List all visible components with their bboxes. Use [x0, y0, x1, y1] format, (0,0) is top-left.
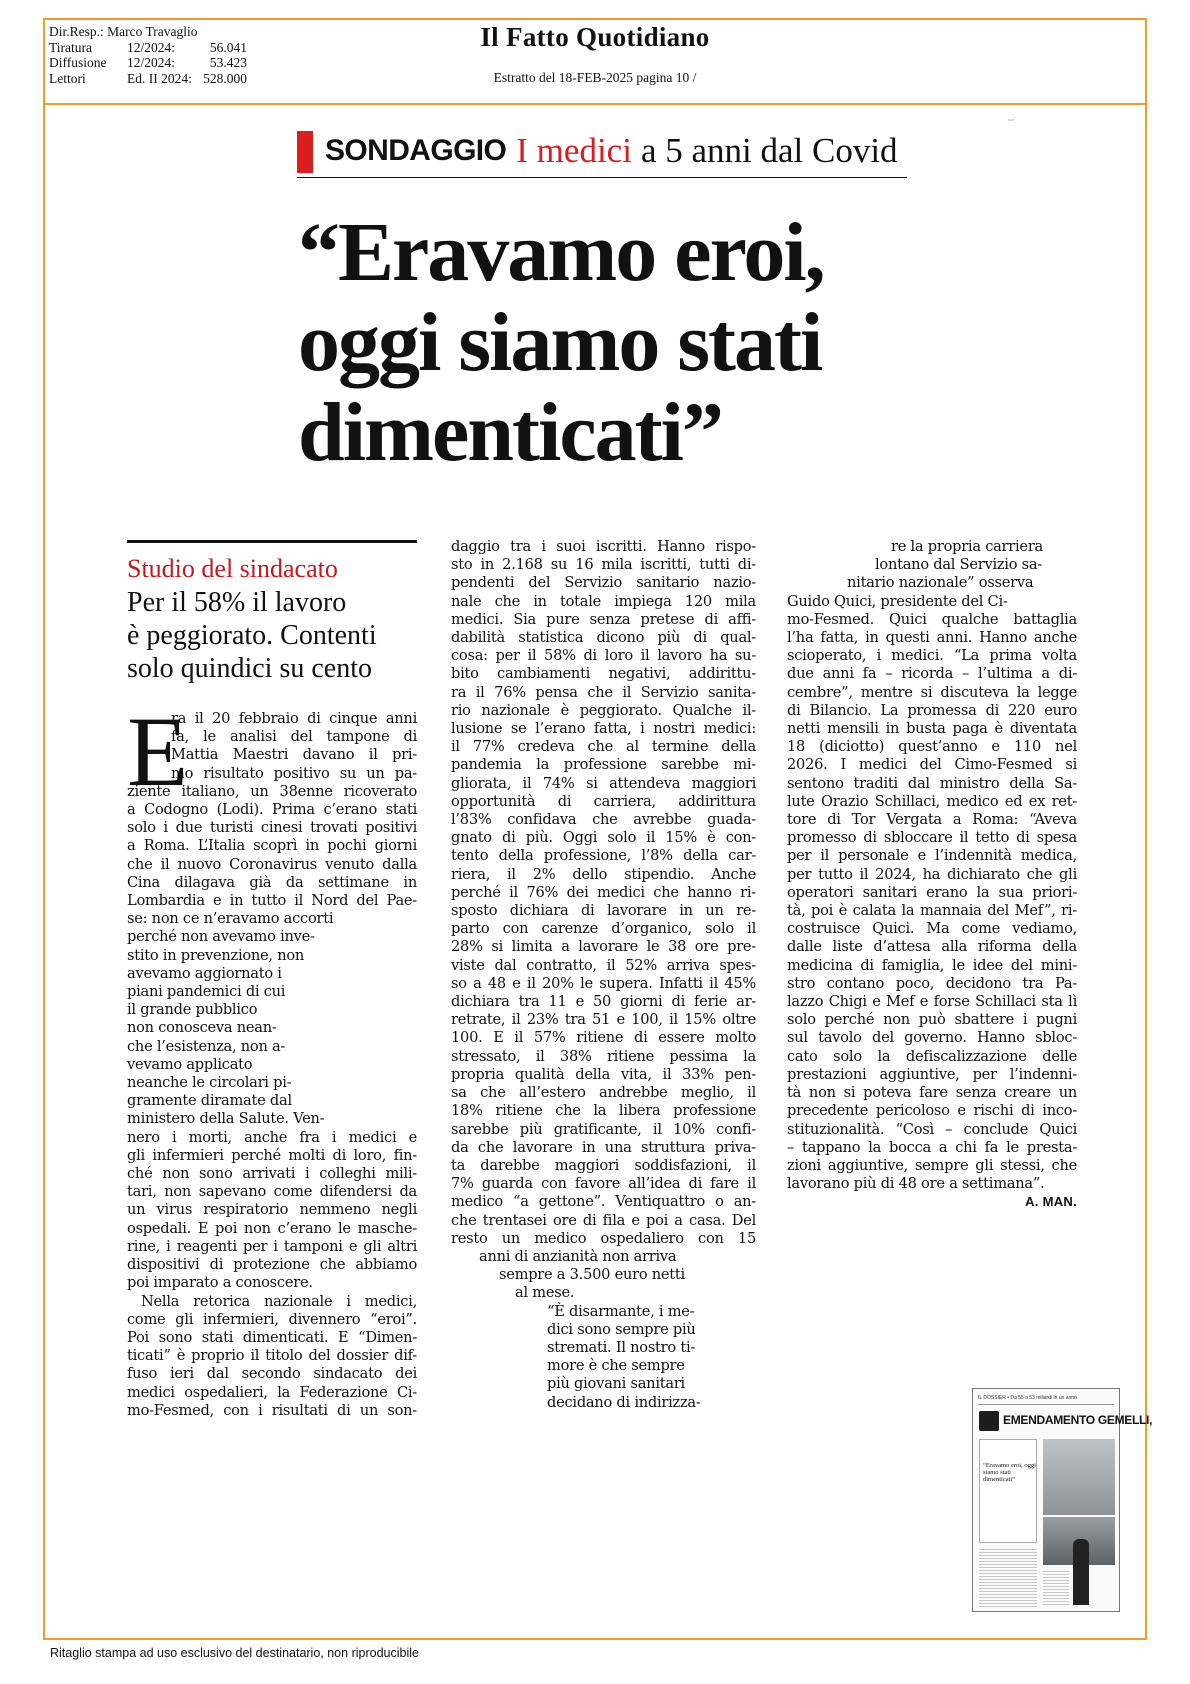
article-line: sa che all’estero andrebbe meglio, il — [451, 1084, 756, 1102]
meta-period: 12/2024: — [127, 39, 176, 55]
subheading-rule — [127, 540, 417, 543]
article-line: Mattia Maestri davano il pri- — [171, 746, 417, 764]
thumbnail-photo — [1043, 1439, 1115, 1515]
article-line: propria qualità della vita, il 33% pen- — [451, 1065, 756, 1083]
article-line: solo i due turisti cinesi trovati positivi — [127, 819, 417, 837]
meta-value: 53.423 — [209, 55, 247, 70]
footer-disclaimer: Ritaglio stampa ad uso esclusivo del destinatario, non riproducibile — [50, 1646, 419, 1660]
article-line: daggio tra i suoi iscritti. Hanno rispo- — [451, 538, 756, 555]
article-line: gli infermieri perché molti di loro, fin- — [127, 1146, 417, 1164]
meta-director: Dir.Resp.: Marco Travaglio — [49, 24, 198, 39]
article-line: gnato di più. Oggi solo il 15% è con- — [451, 829, 756, 847]
article-line: rine, i reagenti per i tamponi e gli altri — [127, 1237, 417, 1255]
thumbnail-headline: EMENDAMENTO GEMELLI, — [1003, 1413, 1153, 1427]
article-line: cato solo la defiscalizzazione delle — [787, 1047, 1077, 1065]
article-line: sarebbe più gratificante, il 10% confi- — [451, 1120, 756, 1138]
article-line: operatori sanitari erano la sua priori- — [787, 883, 1077, 901]
article-line: nitario nazionale” osserva — [847, 574, 1034, 592]
article-line: al mese. — [515, 1284, 575, 1302]
article-line: Guido Quici, presidente del Ci- — [787, 592, 1008, 610]
article-line: prestazioni aggiuntive, per l’indenni- — [787, 1065, 1077, 1083]
article-line: gramente diramate dal — [127, 1092, 292, 1110]
article-line: il grande pubblico — [127, 1001, 258, 1019]
article-line: 7% guarda con favore all’idea di fare il — [451, 1175, 756, 1193]
meta-value: 528.000 — [203, 70, 247, 86]
subheading-kicker: Studio del sindacato — [127, 554, 338, 583]
thumbnail-article-box — [979, 1439, 1037, 1543]
article-line: ra il 20 febbraio di cinque anni — [171, 710, 417, 727]
article-line: Lombardia e in tutto il Nord del Pae- — [127, 892, 417, 910]
article-line: più giovani sanitari — [547, 1375, 685, 1393]
kicker-label: SONDAGGIO — [325, 134, 507, 167]
thumbnail-person-figure — [1073, 1539, 1089, 1605]
article-line: – tappano la bocca a chi fa le presta- — [787, 1138, 1077, 1156]
article-line: Poi sono stati dimenticati. E “Dimen- — [127, 1328, 417, 1346]
article-line: stremati. Il nostro ti- — [547, 1338, 696, 1356]
article-line: dalle liste d’attesa alla riforma della — [787, 938, 1077, 956]
article-line: per tutto il 2024, ha dichiarato che gli — [787, 865, 1077, 883]
article-line: ta darebbe maggiori soddisfazioni, il — [451, 1156, 756, 1174]
article-line: rio nazionale è peggiorato. Qualche il- — [451, 701, 756, 719]
article-line: anni di anzianità non arriva — [479, 1247, 677, 1265]
article-line: fuso ieri dal secondo sindacato dei — [127, 1365, 417, 1383]
article-line: mo-Fesmed. Quici qualche battaglia — [787, 610, 1077, 628]
article-line: vevamo applicato — [127, 1055, 253, 1073]
article-line: nero i morti, anche fra i medici e — [127, 1128, 417, 1146]
article-line: 2026. I medici del Cimo-Fesmed si — [787, 756, 1077, 774]
article-line: piani pandemici di cui — [127, 983, 286, 1001]
article-line: scioperato, i medici. “La prima volta — [787, 647, 1077, 665]
article-line: sposto dichiara di lavorare in un re- — [451, 902, 756, 920]
article-line: 100. E il 57% ritiene di essere molto — [451, 1029, 756, 1047]
article-line: per il personale e l’indennità medica, — [787, 847, 1077, 865]
article-line: lavorano più di 48 ore a settimana”. — [787, 1175, 1045, 1193]
article-line: l’ha fatta, in questi anni. Hanno anche — [787, 629, 1077, 647]
article-line: retrate, il 23% tra 51 e 100, il 15% oltre — [451, 1011, 756, 1029]
thumbnail-topline: IL DOSSIER • Da 55 a 53 miliardi in un anno — [978, 1395, 1114, 1405]
article-line: ziente italiano, un 38enne ricoverato — [127, 782, 417, 800]
article-line: Cina dilagava già da settimane in — [127, 873, 417, 891]
article-line: ministero della Salute. Ven- — [127, 1110, 325, 1128]
article-line: avevamo aggiornato i — [127, 964, 282, 982]
article-line: more è che sempre — [547, 1357, 685, 1375]
article-line: tà, poi è calata la mannaia del Mef”, ri- — [787, 902, 1077, 920]
tiny-mark: 19,8 — [1008, 118, 1014, 122]
article-line: sto in 2.168 su 16 mila iscritti, tutti di- — [451, 556, 756, 574]
article-line: sul tavolo del governo. Hanno sbloc- — [787, 1029, 1077, 1047]
article-line: tari, non sapevano come difendersi da — [127, 1183, 417, 1201]
article-line: ra il 76% pensa che il Servizio sanita- — [451, 683, 756, 701]
article-line: 18 (diciotto) quest’anno e 110 nel — [787, 738, 1077, 756]
thumbnail-quote: “Eravamo eroi, oggi siamo stati dimenticati” — [983, 1462, 1036, 1483]
article-line: che trentasei ore di fila e poi a casa. Del — [451, 1211, 756, 1229]
article-line: mo-Fesmed, con i risultati di un son- — [127, 1401, 417, 1419]
article-line: re la propria carriera — [891, 538, 1043, 555]
article-line: Nella retorica nazionale i medici, — [141, 1292, 417, 1310]
subheading-line: Per il 58% il lavoro — [127, 587, 347, 618]
article-line: medici. Sia pure senza pretese di affi- — [451, 610, 756, 628]
headline — [298, 208, 938, 478]
article-line: il 77% credeva che al termine della — [451, 738, 756, 756]
headline-line: dimenticati” — [298, 386, 722, 479]
article-line: “È disarmante, i me- — [547, 1302, 695, 1320]
article-line: 18% ritiene che la libera professione — [451, 1102, 756, 1120]
article-line: cosa: per il 58% di loro il lavoro ha su- — [451, 647, 756, 665]
article-line: che l’esistenza, non a- — [127, 1037, 286, 1055]
article-line: netti mensili in busta paga è diventata — [787, 720, 1077, 738]
article-line: a Roma. L’Italia scoprì in pochi giorni — [127, 837, 417, 855]
article-line: lontano dal Servizio sa- — [875, 556, 1043, 574]
article-line: medici ospedalieri, la Federazione Ci- — [127, 1383, 417, 1401]
article-line: un virus respiratorio nemmeno negli — [127, 1201, 417, 1219]
article-line: pandemia la professione sarebbe mi- — [451, 756, 756, 774]
article-line: nale che in totale impiega 120 mila — [451, 592, 756, 610]
header-divider — [43, 103, 1147, 105]
article-line: dichiara tra 11 e 50 giorni di ferie ar- — [451, 993, 756, 1011]
article-line: lusione se l’erano fatta, i nostri medici: — [451, 720, 756, 738]
article-line: dabilità statistica dicono più di qual- — [451, 629, 756, 647]
meta-period: Ed. II 2024: — [127, 70, 192, 86]
meta-row-diffusione — [49, 55, 247, 71]
article-line: come gli infermieri, divennero “eroi”. — [127, 1310, 417, 1328]
thumbnail-text-block — [979, 1547, 1037, 1607]
article-line: ospedali. E poi non c’erano le masche- — [127, 1219, 417, 1237]
article-line: tore di Tor Vergata a Roma: “Aveva — [787, 811, 1077, 829]
article-line: stressato, il 38% ritiene pessima la — [451, 1047, 756, 1065]
article-line: ché non sono arrivati i colleghi mili- — [127, 1165, 417, 1183]
article-line: che il nuovo Coronavirus venuto dalla — [127, 855, 417, 873]
article-line: decidano di indirizza- — [547, 1393, 701, 1411]
article-line: cembre”, mentre si discuteva la legge — [787, 683, 1077, 701]
article-line: a Codogno (Lodi). Prima c’erano stati — [127, 801, 417, 819]
article-line: bito cambiamenti negativi, addirittu- — [451, 665, 756, 683]
article-line: zioni aggiuntive, sempre gli stessi, che — [787, 1156, 1077, 1174]
article-line: gliorata, il 74% si attendeva maggiori — [451, 774, 756, 792]
headline-line: oggi siamo stati — [298, 296, 822, 389]
article-line: stituzionalità. “Così – conclude Quici — [787, 1120, 1077, 1138]
article-line: non conosceva nean- — [127, 1019, 277, 1037]
article-column-3 — [787, 538, 1077, 1212]
subheading-line: solo quindici su cento — [127, 653, 372, 684]
article-line: tà non si poteva fare senza creare un — [787, 1084, 1077, 1102]
article-line: costruisce Quici. Ma come vediamo, — [787, 920, 1077, 938]
extract-info: Estratto del 18-FEB-2025 pagina 10 / — [493, 70, 697, 85]
article-line: da che lavorare in una struttura priva- — [451, 1138, 756, 1156]
thumbnail-logo — [979, 1411, 999, 1431]
article-line: medico “a gettone”. Ventiquattro o an- — [451, 1193, 756, 1211]
article-line: 28% si limita a lavorare le 38 ore pre- — [451, 938, 756, 956]
article-line: due anni fa – ricorda – l’ultima a di- — [787, 665, 1077, 683]
article-line: pendenti del Servizio sanitario nazio- — [451, 574, 756, 592]
newspaper-title: Il Fatto Quotidiano — [480, 22, 710, 52]
article-line: neanche le circolari pi- — [127, 1074, 292, 1092]
kicker-topic: I medici — [516, 131, 632, 170]
article-line: dici sono sempre più — [547, 1320, 696, 1338]
article-line: lute Orazio Schillaci, medico ed ex ret- — [787, 792, 1077, 810]
article-line: tento della professione, l’8% della car- — [451, 847, 756, 865]
article-line: poi imparato a conoscere. — [127, 1274, 313, 1292]
meta-label: Lettori — [49, 70, 86, 86]
article-line: stro contano poco, decidono tra Pa- — [787, 974, 1077, 992]
meta-period: 12/2024: — [127, 55, 176, 70]
page-thumbnail — [972, 1388, 1153, 1612]
author-signature: A. MAN. — [1025, 1194, 1077, 1210]
article-line: ticati” è proprio il titolo del dossier dif- — [127, 1347, 417, 1365]
article-line: fa, le analisi del tampone di — [171, 728, 417, 746]
section-kicker — [297, 128, 907, 178]
meta-label: Tiratura — [49, 39, 92, 55]
article-line: so a 48 e il 20% le supera. Infatti il 45% — [451, 974, 756, 992]
article-line: l’83% confidava che avrebbe guada- — [451, 811, 756, 829]
article-line: dispositivi di protezione che abbiamo — [127, 1256, 417, 1274]
article-line: stito in prevenzione, non — [127, 946, 305, 964]
article-column-1 — [127, 696, 417, 1420]
drop-cap: E — [127, 696, 189, 807]
article-line: resto un medico ospedaliero con 15 — [451, 1229, 756, 1247]
article-line: solo perché non può sbattere i pugni — [787, 1011, 1077, 1029]
article-line: sentono traditi dal ministro della Sa- — [787, 774, 1077, 792]
meta-label: Diffusione — [49, 55, 107, 70]
kicker-red-bar — [297, 131, 313, 173]
article-line: di Bilancio. La promessa di 220 euro — [787, 701, 1077, 719]
article-line: perché non avevamo inve- — [127, 928, 315, 946]
article-line: sempre a 3.500 euro netti — [499, 1266, 685, 1284]
article-line: se: non ce n’eravamo accorti — [127, 910, 334, 928]
article-line: precedente pericoloso e rischi di inco- — [787, 1102, 1077, 1120]
article-line: promesso di sbloccare il tetto di spesa — [787, 829, 1077, 847]
subheading — [127, 586, 427, 685]
article-line: perché il 76% dei medici che hanno ri- — [451, 883, 756, 901]
article-line: parto con carenze d’organico, solo il — [451, 920, 756, 938]
subheading-line: è peggiorato. Contenti — [127, 620, 377, 651]
headline-line: “Eravamo eroi, — [298, 206, 824, 299]
meta-value: 56.041 — [209, 39, 247, 55]
article-line: riera, il 2% dello stipendio. Anche — [451, 865, 756, 883]
article-line: lazzo Chigi e Mef e forse Schillaci sta lì — [787, 993, 1077, 1011]
article-line: opportunità di carriera, addirittura — [451, 792, 756, 810]
article-line: mo risultato positivo su un pa- — [171, 764, 417, 782]
article-line: viste dal contratto, il 52% arriva spes- — [451, 956, 756, 974]
kicker-subtopic: a 5 anni dal Covid — [640, 131, 898, 170]
article-column-2 — [451, 538, 756, 1412]
article-line: medicina di famiglia, le idee del mini- — [787, 956, 1077, 974]
thumbnail-text-block — [1043, 1569, 1069, 1607]
